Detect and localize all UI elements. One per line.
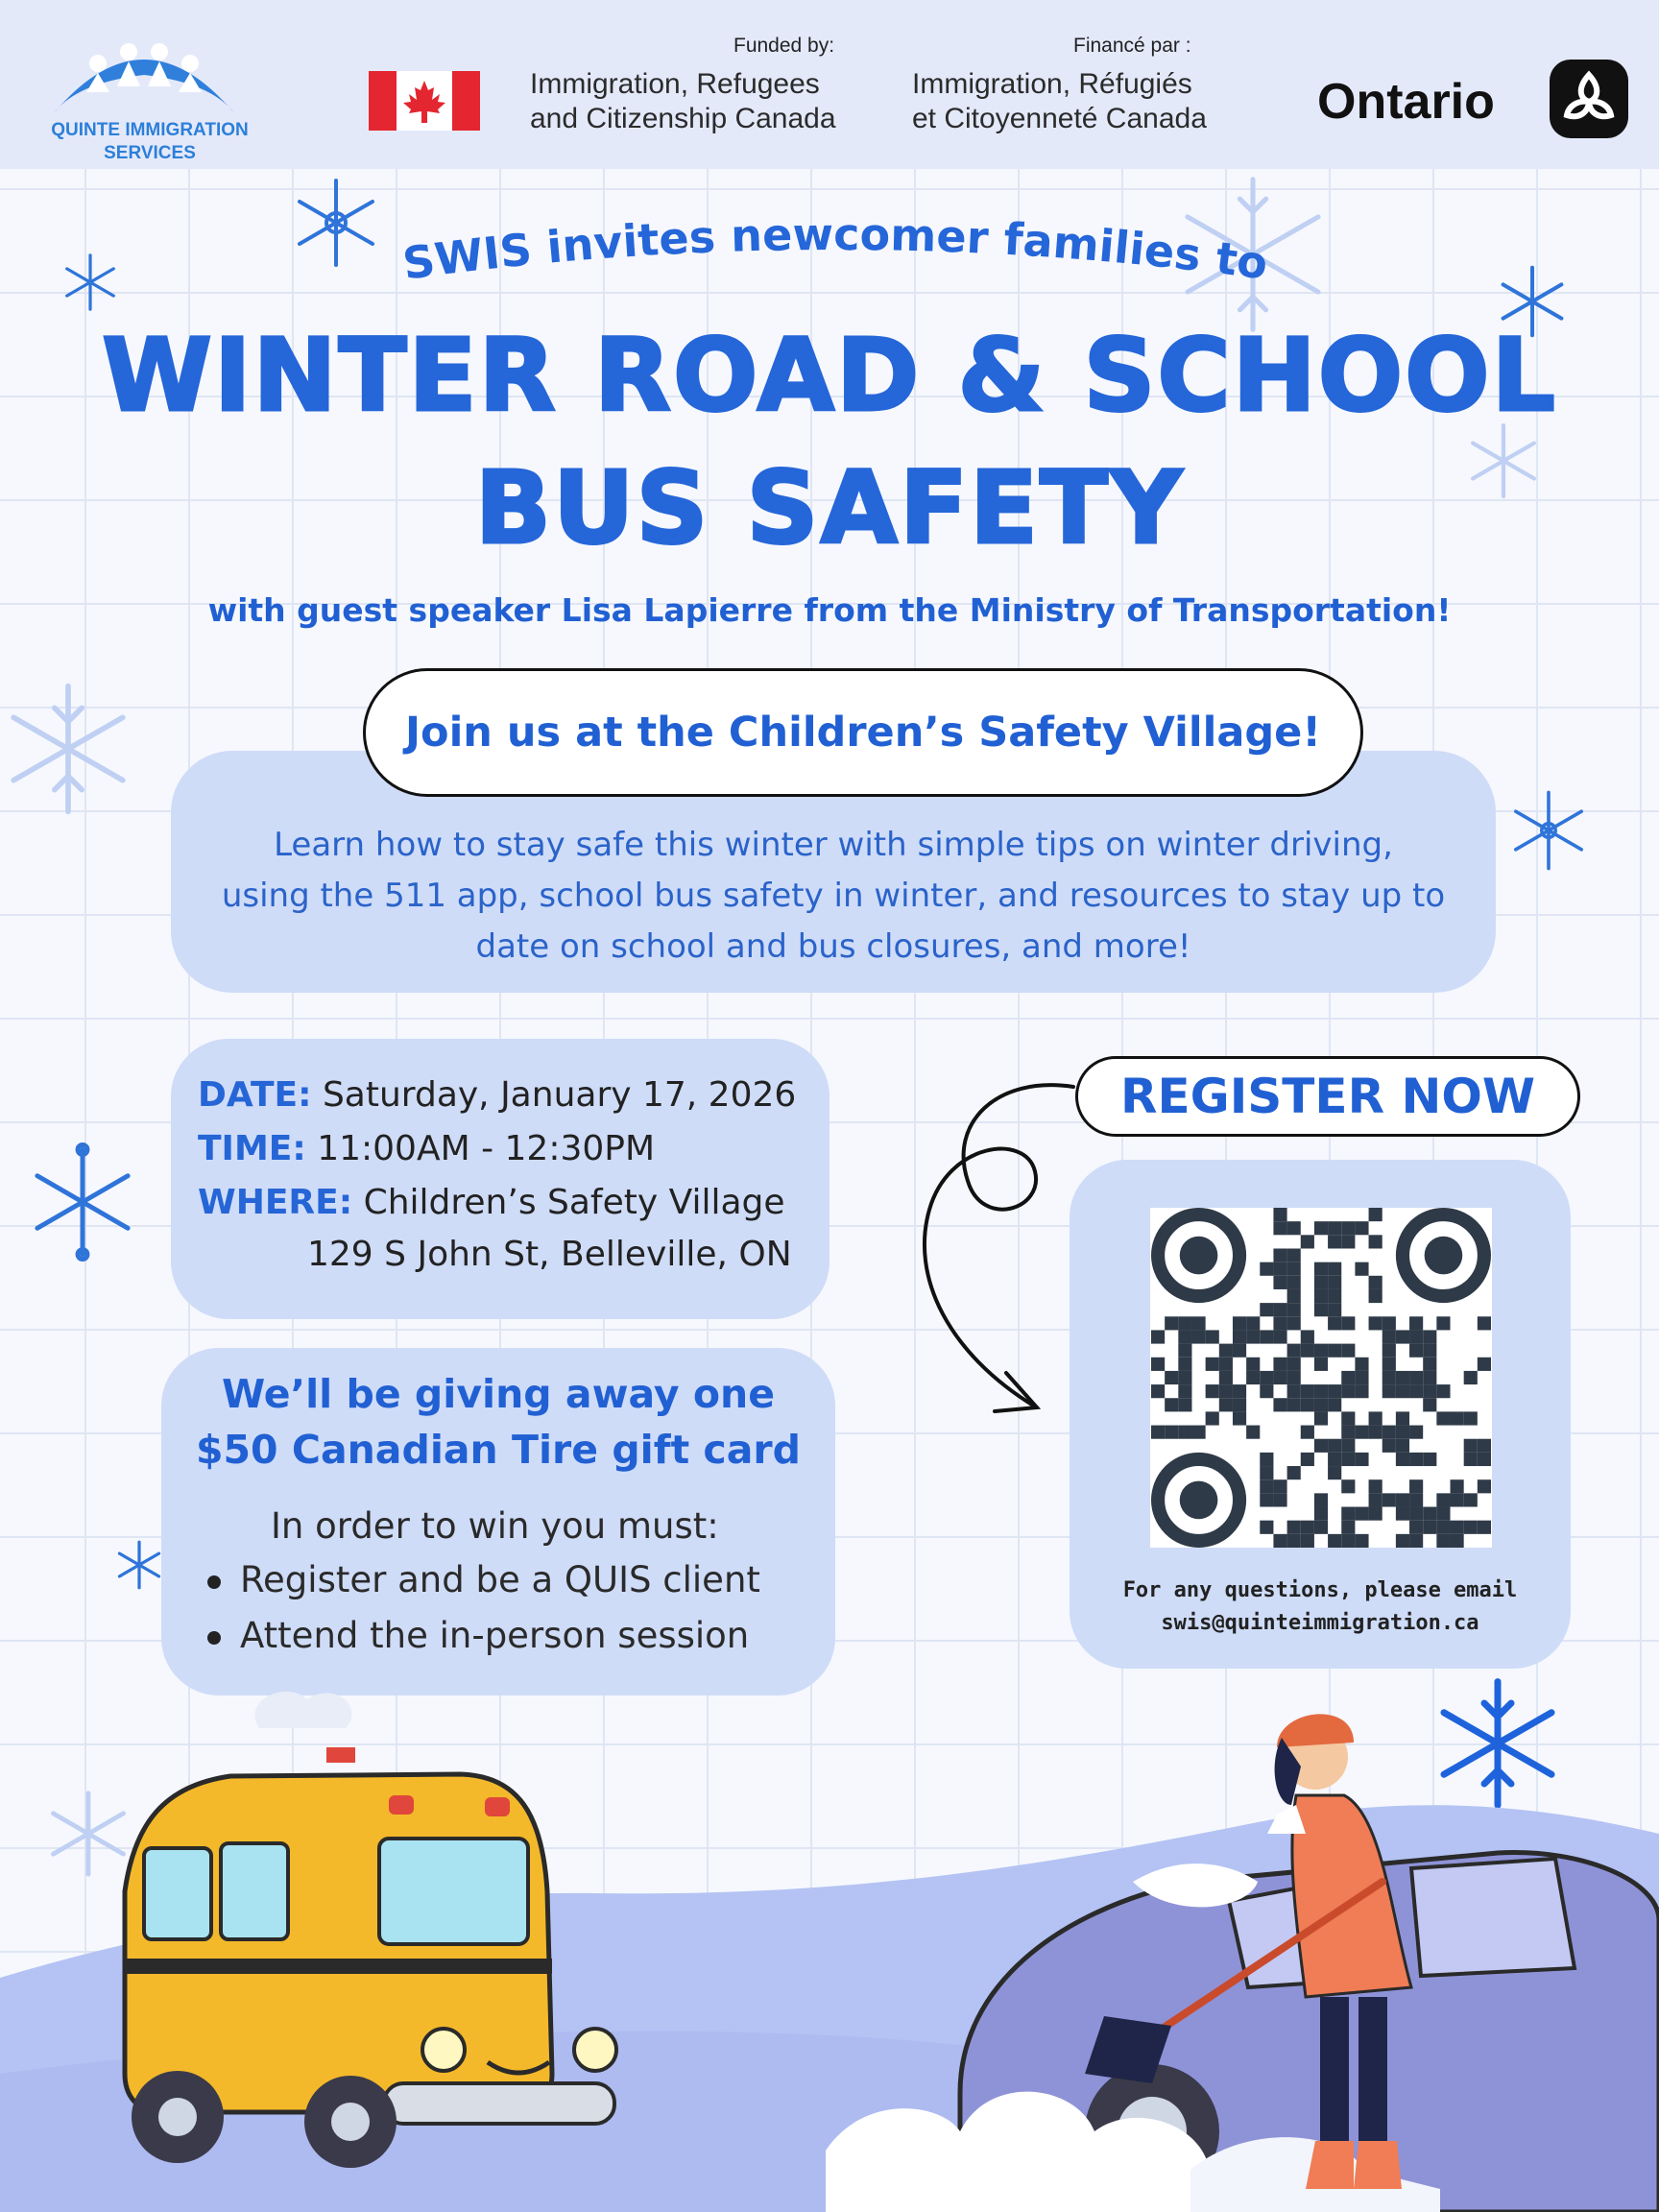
ontario-trillium-icon [1550,60,1628,138]
time-value: 11:00AM - 12:30PM [317,1129,656,1168]
guest-speaker-line: with guest speaker Lisa Lapierre from the Ministry of Transportation! [207,591,1452,629]
finance-line2: et Citoyenneté Canada [912,103,1207,134]
quinte-logo-icon [48,25,240,121]
contact-note: For any questions, please email [1122,1578,1518,1602]
finance-line1: Immigration, Réfugiés [912,68,1192,100]
date-value: Saturday, January 17, 2026 [322,1075,797,1115]
school-bus-icon [125,1692,616,2168]
giveaway-heading-2: $50 Canadian Tire gift card [196,1427,801,1473]
learn-line-2: using the 511 app, school bus safety in winter, and resources to stay up to [221,877,1446,915]
canada-flag-icon [369,71,480,131]
snowflake-icon [1505,787,1592,874]
invite-line [365,188,1306,303]
qr-code-icon [1150,1208,1492,1548]
svg-text:SWIS invites newcomer families: SWIS invites newcomer families to [399,207,1271,290]
giveaway-intro: In order to win you must: [271,1505,719,1547]
header-banner [0,0,1659,169]
contact-email[interactable]: swis@quinteimmigration.ca [1161,1611,1479,1635]
address: 129 S John St, Belleville, ON [307,1235,792,1274]
snowflake-icon [60,252,121,313]
time-label: TIME: [198,1129,306,1168]
giveaway-panel [161,1348,835,1695]
ontario-wordmark: Ontario [1317,74,1495,130]
learn-line-1: Learn how to stay safe this winter with simple tips on winter driving, [274,826,1393,864]
where-label: WHERE: [198,1183,353,1222]
curved-arrow-icon [891,1075,1083,1421]
rule-item [207,1559,760,1600]
rule-item [207,1615,749,1656]
where-row [198,1183,785,1222]
snowflake-icon [0,672,136,826]
finance-label: Financé par : [1073,35,1191,57]
qr-panel [1070,1160,1571,1669]
bullet-icon [207,1575,221,1589]
qr-code[interactable] [1150,1208,1492,1548]
winter-scene-illustration [0,1671,1659,2212]
date-row [198,1075,796,1115]
where-value: Children’s Safety Village [363,1183,785,1222]
bullet-icon [207,1631,221,1645]
rule-text: Attend the in-person session [240,1615,750,1656]
funded-by-line2: and Citizenship Canada [530,103,836,134]
funded-by-line1: Immigration, Refugees [530,68,820,100]
funded-by-label: Funded by: [733,35,835,57]
register-now-button[interactable]: REGISTER NOW [1075,1056,1580,1137]
title-line-2: BUS SAFETY [474,449,1185,566]
learn-line-3: date on school and bus closures, and more! [475,927,1191,966]
date-label: DATE: [198,1075,312,1115]
rule-text: Register and be a QUIS client [240,1559,760,1600]
snowflake-icon [23,1142,142,1262]
giveaway-heading-1: We’ll be giving away one [221,1371,776,1417]
org-name: QUINTE IMMIGRATION SERVICES [51,120,249,163]
title-line-1: WINTER ROAD & SCHOOL [102,317,1557,434]
join-banner: Join us at the Children’s Safety Village! [363,668,1363,797]
snowflake-icon [113,1536,165,1594]
event-info-panel [171,1039,830,1319]
time-row [198,1129,655,1168]
